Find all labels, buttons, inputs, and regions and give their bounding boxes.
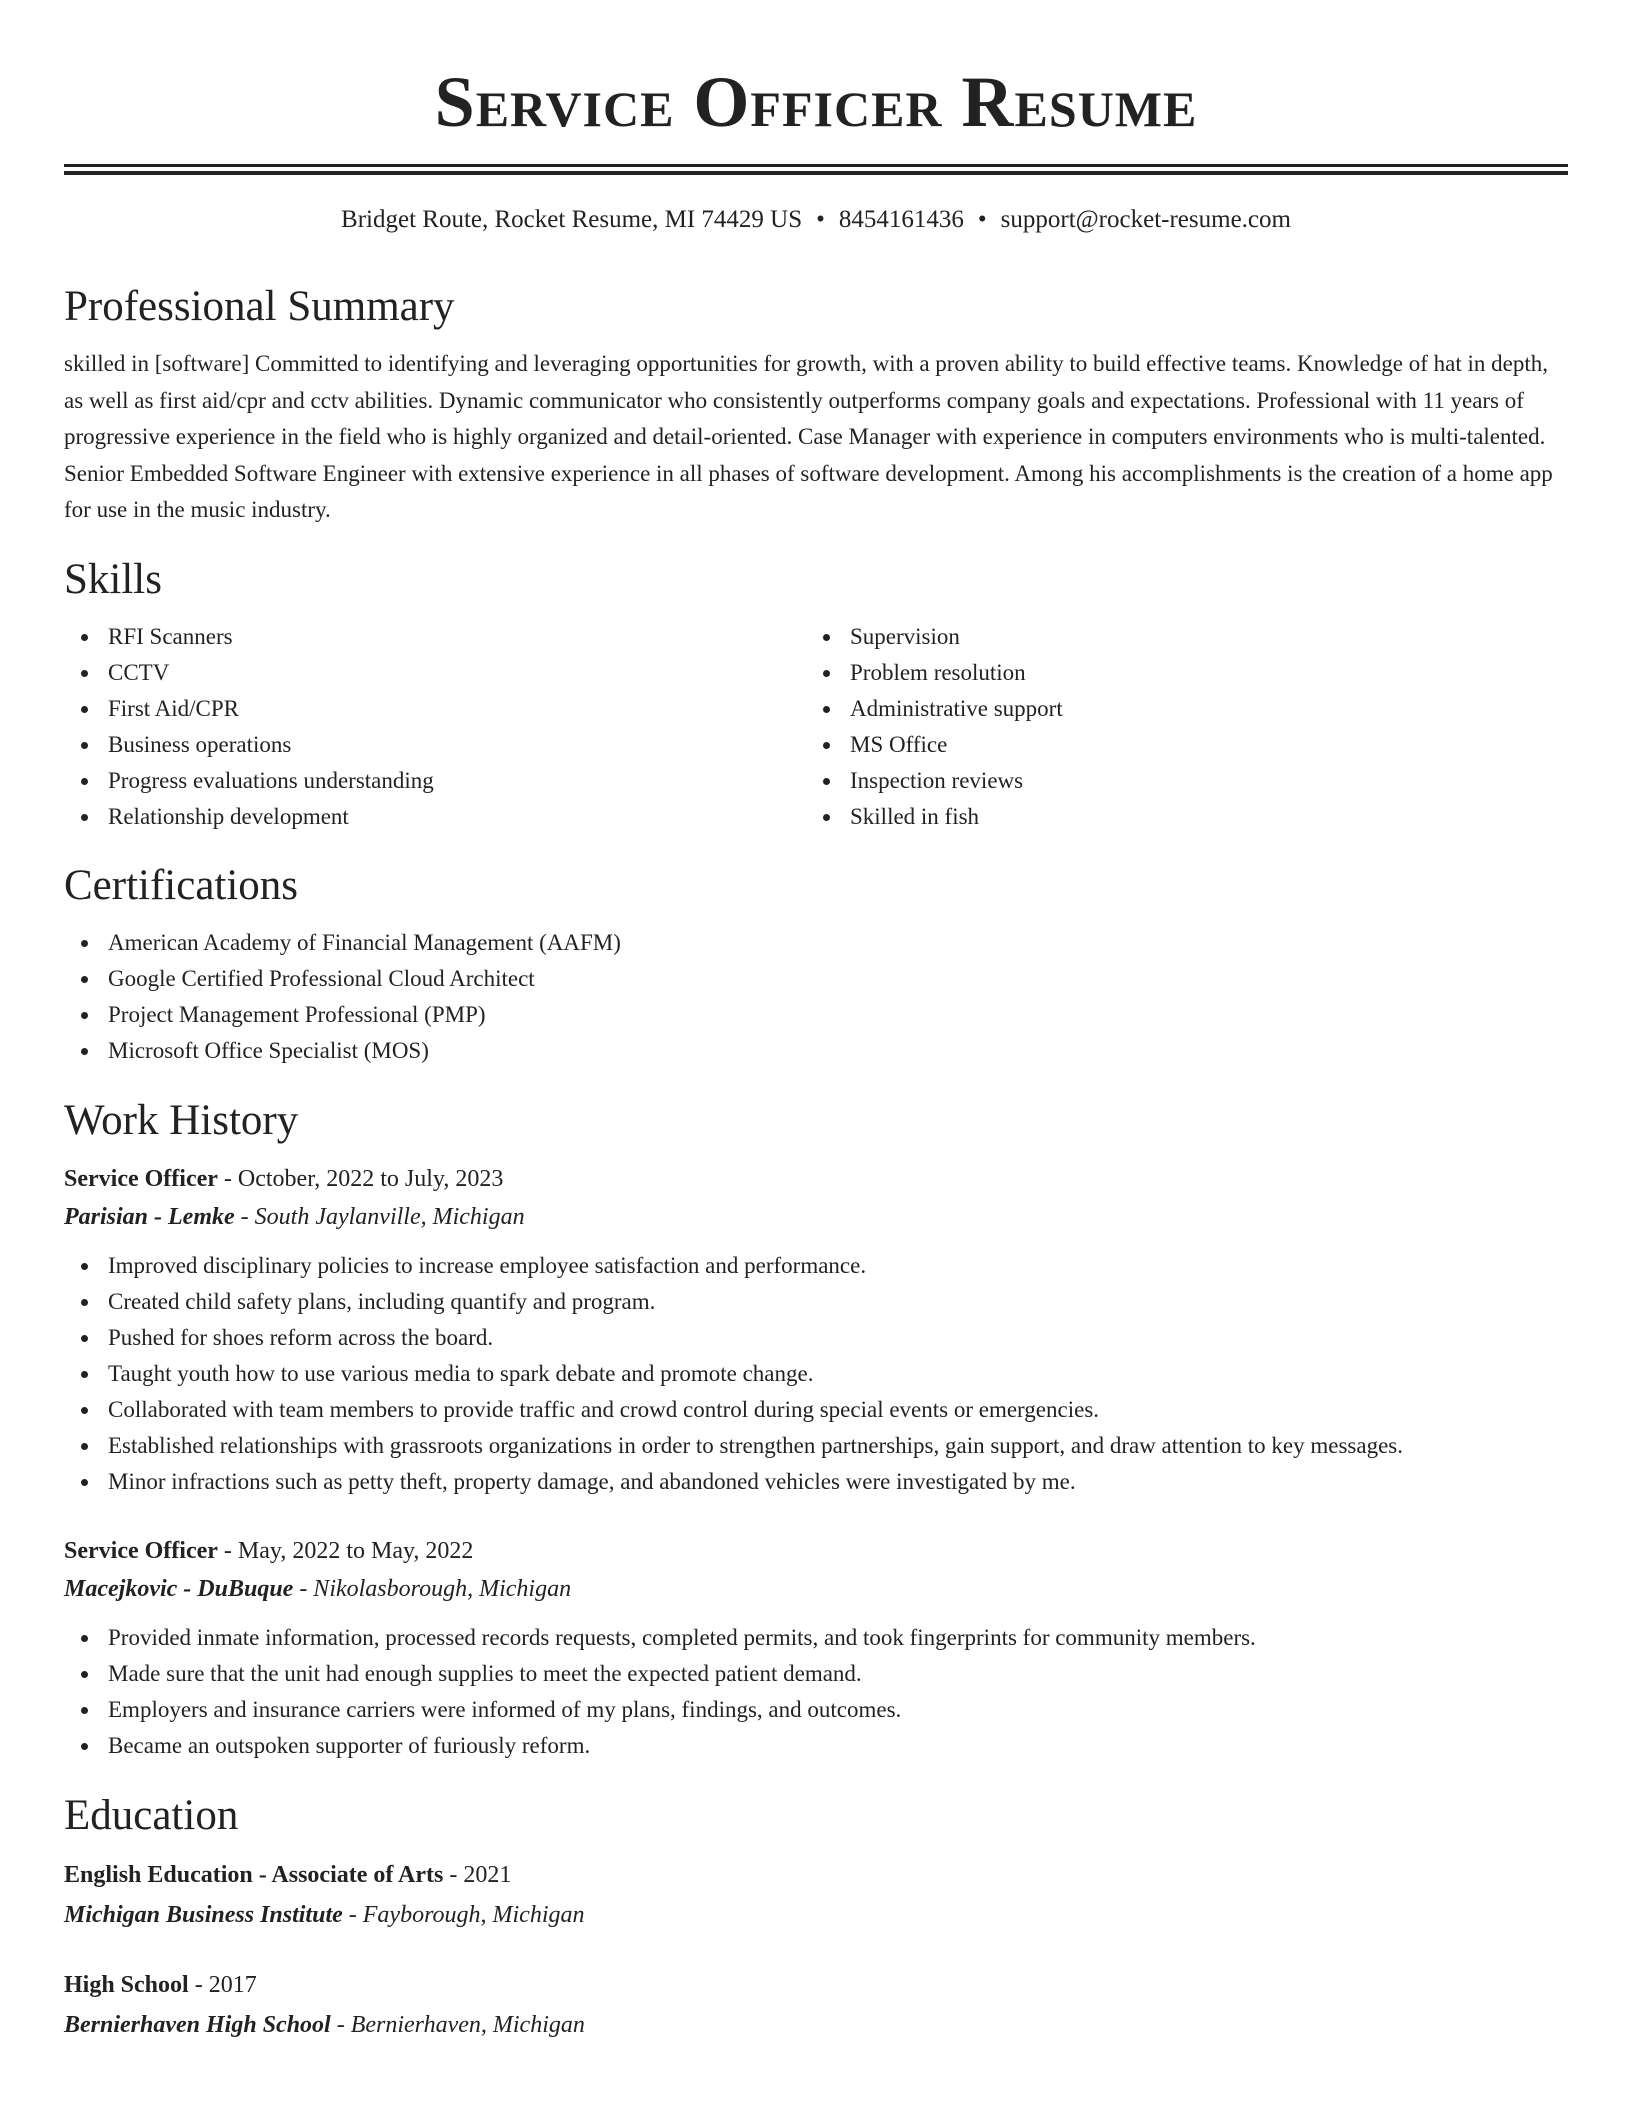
skill-label: RFI Scanners [108, 623, 233, 649]
page-title: Service Officer Resume [434, 62, 1198, 142]
job-bullet [64, 1356, 1568, 1392]
job-dates: - October, 2022 to July, 2023 [217, 1165, 504, 1192]
skill-label: First Aid/CPR [108, 695, 240, 721]
education-entry [64, 1855, 1568, 1935]
certification-item [64, 997, 1568, 1033]
skill-item [64, 799, 806, 835]
contact-separator: • [977, 206, 987, 233]
education-entry [64, 1965, 1568, 2045]
education-degree: English Education - Associate of Arts [64, 1861, 444, 1888]
skill-item [806, 799, 1548, 835]
certification-label: Google Certified Professional Cloud Architect [108, 965, 535, 991]
skills-heading: Skills [64, 555, 162, 603]
job-dates: - May, 2022 to May, 2022 [217, 1537, 474, 1564]
job-location: - Nikolasborough, Michigan [293, 1575, 572, 1602]
education-degree-line [64, 1855, 1568, 1895]
bullet-dot [81, 1048, 88, 1055]
certification-label: Microsoft Office Specialist (MOS) [108, 1037, 429, 1063]
education-heading: Education [64, 1791, 239, 1839]
job-bullet-text: Collaborated with team members to provide traffic and crowd control during special events or emergencies. [108, 1396, 1100, 1422]
contact-line [64, 204, 1568, 236]
job-bullet-text: Established relationships with grassroots organizations in order to strengthen partnerships, gain support, and draw attention to key messages. [108, 1432, 1403, 1458]
skills-column-left [64, 619, 806, 835]
bullet-dot [81, 1443, 88, 1450]
bullet-dot [81, 1407, 88, 1414]
certification-label: American Academy of Financial Management (AAFM) [108, 929, 621, 955]
job-bullet [64, 1428, 1568, 1464]
job-bullet [64, 1692, 1568, 1728]
contact-email: support@rocket-resume.com [1000, 206, 1291, 233]
skill-item [64, 763, 806, 799]
bullet-dot [823, 670, 830, 677]
bullet-dot [81, 940, 88, 947]
education-year: - 2017 [188, 1971, 257, 1998]
certifications-list [64, 925, 1568, 1069]
contact-address: Bridget Route, Rocket Resume, MI 74429 US [341, 206, 803, 233]
bullet-dot [81, 814, 88, 821]
bullet-dot [81, 1635, 88, 1642]
skill-label: Skilled in fish [850, 803, 980, 829]
job-bullet [64, 1464, 1568, 1500]
skill-item [806, 691, 1548, 727]
skill-item [806, 619, 1548, 655]
job-bullet [64, 1248, 1568, 1284]
bullet-dot [81, 670, 88, 677]
skill-item [64, 727, 806, 763]
education-school: Michigan Business Institute [64, 1901, 343, 1928]
bullet-dot [81, 1335, 88, 1342]
job-title-line [64, 1532, 1568, 1570]
skill-item [64, 655, 806, 691]
education-location: - Bernierhaven, Michigan [330, 2011, 585, 2038]
job-company: Parisian - Lemke [64, 1203, 235, 1230]
bullet-dot [81, 742, 88, 749]
job-title: Service Officer [64, 1537, 218, 1564]
skill-label: MS Office [850, 731, 948, 757]
job-bullet-text: Employers and insurance carriers were informed of my plans, findings, and outcomes. [108, 1696, 902, 1722]
certifications-heading: Certifications [64, 861, 299, 909]
education-degree-line [64, 1965, 1568, 2005]
education-year: - 2021 [443, 1861, 512, 1888]
bullet-dot [823, 778, 830, 785]
bullet-dot [81, 778, 88, 785]
skill-label: CCTV [108, 659, 170, 685]
bullet-dot [81, 706, 88, 713]
bullet-dot [823, 634, 830, 641]
job-bullet [64, 1620, 1568, 1656]
skill-label: Problem resolution [850, 659, 1026, 685]
bullet-dot [81, 1263, 88, 1270]
job-company: Macejkovic - DuBuque [64, 1575, 294, 1602]
bullet-dot [81, 634, 88, 641]
work-history-heading: Work History [64, 1096, 299, 1144]
job-bullet-text: Provided inmate information, processed records requests, completed permits, and took fingerprints for community members. [108, 1624, 1256, 1650]
job-bullet [64, 1656, 1568, 1692]
job-bullet-list [64, 1620, 1568, 1764]
skill-item [806, 763, 1548, 799]
education-school-line [64, 1895, 1568, 1935]
skills-list-right [806, 619, 1548, 835]
education-school: Bernierhaven High School [64, 2011, 331, 2038]
skill-item [806, 727, 1548, 763]
skill-label: Supervision [850, 623, 960, 649]
job-bullet-text: Made sure that the unit had enough supplies to meet the expected patient demand. [108, 1660, 862, 1686]
summary-text: skilled in [software] Committed to identifying and leveraging opportunities for growth, with a proven ability to build effective teams. Knowledge of hat in depth, as well as first aid/cpr and cctv abilities. Dynamic communicator who consistently outperforms company goals and expectations. Professional with 11 years of progressive experience in the field who is highly organized and detail-oriented. Case Manager with experience in computers environments who is multi-talented. Senior Embedded Software Engineer with extensive experience in all phases of software development. Among his accomplishments is the creation of a home app for use in the music industry. [64, 351, 1553, 522]
bullet-dot [823, 814, 830, 821]
bullet-dot [823, 742, 830, 749]
certification-label: Project Management Professional (PMP) [108, 1001, 486, 1027]
bullet-dot [81, 976, 88, 983]
education-degree: High School [64, 1971, 189, 1998]
education-location: - Fayborough, Michigan [342, 1901, 585, 1928]
contact-phone: 8454161436 [838, 206, 964, 233]
summary-heading: Professional Summary [64, 283, 455, 330]
skills-grid [64, 619, 1568, 835]
job-company-line [64, 1198, 1568, 1236]
certification-item [64, 1033, 1568, 1069]
bullet-dot [81, 1371, 88, 1378]
job-bullet-text: Became an outspoken supporter of furiously reform. [108, 1732, 591, 1758]
job-bullet [64, 1392, 1568, 1428]
certification-item [64, 961, 1568, 997]
bullet-dot [823, 706, 830, 713]
job-title-line [64, 1160, 1568, 1198]
job-bullet-text: Pushed for shoes reform across the board. [108, 1324, 494, 1350]
bullet-dot [81, 1671, 88, 1678]
job-entry [64, 1160, 1568, 1500]
job-bullet-text: Taught youth how to use various media to spark debate and promote change. [108, 1360, 814, 1386]
skills-list-left [64, 619, 806, 835]
skill-label: Relationship development [108, 803, 349, 829]
bullet-dot [81, 1707, 88, 1714]
job-bullet-text: Minor infractions such as petty theft, property damage, and abandoned vehicles were investigated by me. [108, 1468, 1076, 1494]
job-entry [64, 1532, 1568, 1764]
job-bullet-text: Created child safety plans, including quantify and program. [108, 1288, 656, 1314]
skill-item [64, 691, 806, 727]
bullet-dot [81, 1299, 88, 1306]
job-bullet [64, 1320, 1568, 1356]
job-location: - South Jaylanville, Michigan [234, 1203, 525, 1230]
job-title: Service Officer [64, 1165, 218, 1192]
skill-item [64, 619, 806, 655]
skill-label: Business operations [108, 731, 292, 757]
job-bullet-list [64, 1248, 1568, 1500]
job-bullet [64, 1728, 1568, 1764]
job-bullet-text: Improved disciplinary policies to increase employee satisfaction and performance. [108, 1252, 867, 1278]
skill-item [806, 655, 1548, 691]
skills-column-right [806, 619, 1548, 835]
job-company-line [64, 1570, 1568, 1608]
education-school-line [64, 2005, 1568, 2045]
certification-item [64, 925, 1568, 961]
skill-label: Administrative support [850, 695, 1063, 721]
title-double-rule [64, 164, 1568, 175]
contact-separator: • [816, 206, 825, 233]
skill-label: Inspection reviews [850, 767, 1024, 793]
job-bullet [64, 1284, 1568, 1320]
bullet-dot [81, 1012, 88, 1019]
skill-label: Progress evaluations understanding [108, 767, 434, 793]
bullet-dot [81, 1743, 88, 1750]
bullet-dot [81, 1479, 88, 1486]
